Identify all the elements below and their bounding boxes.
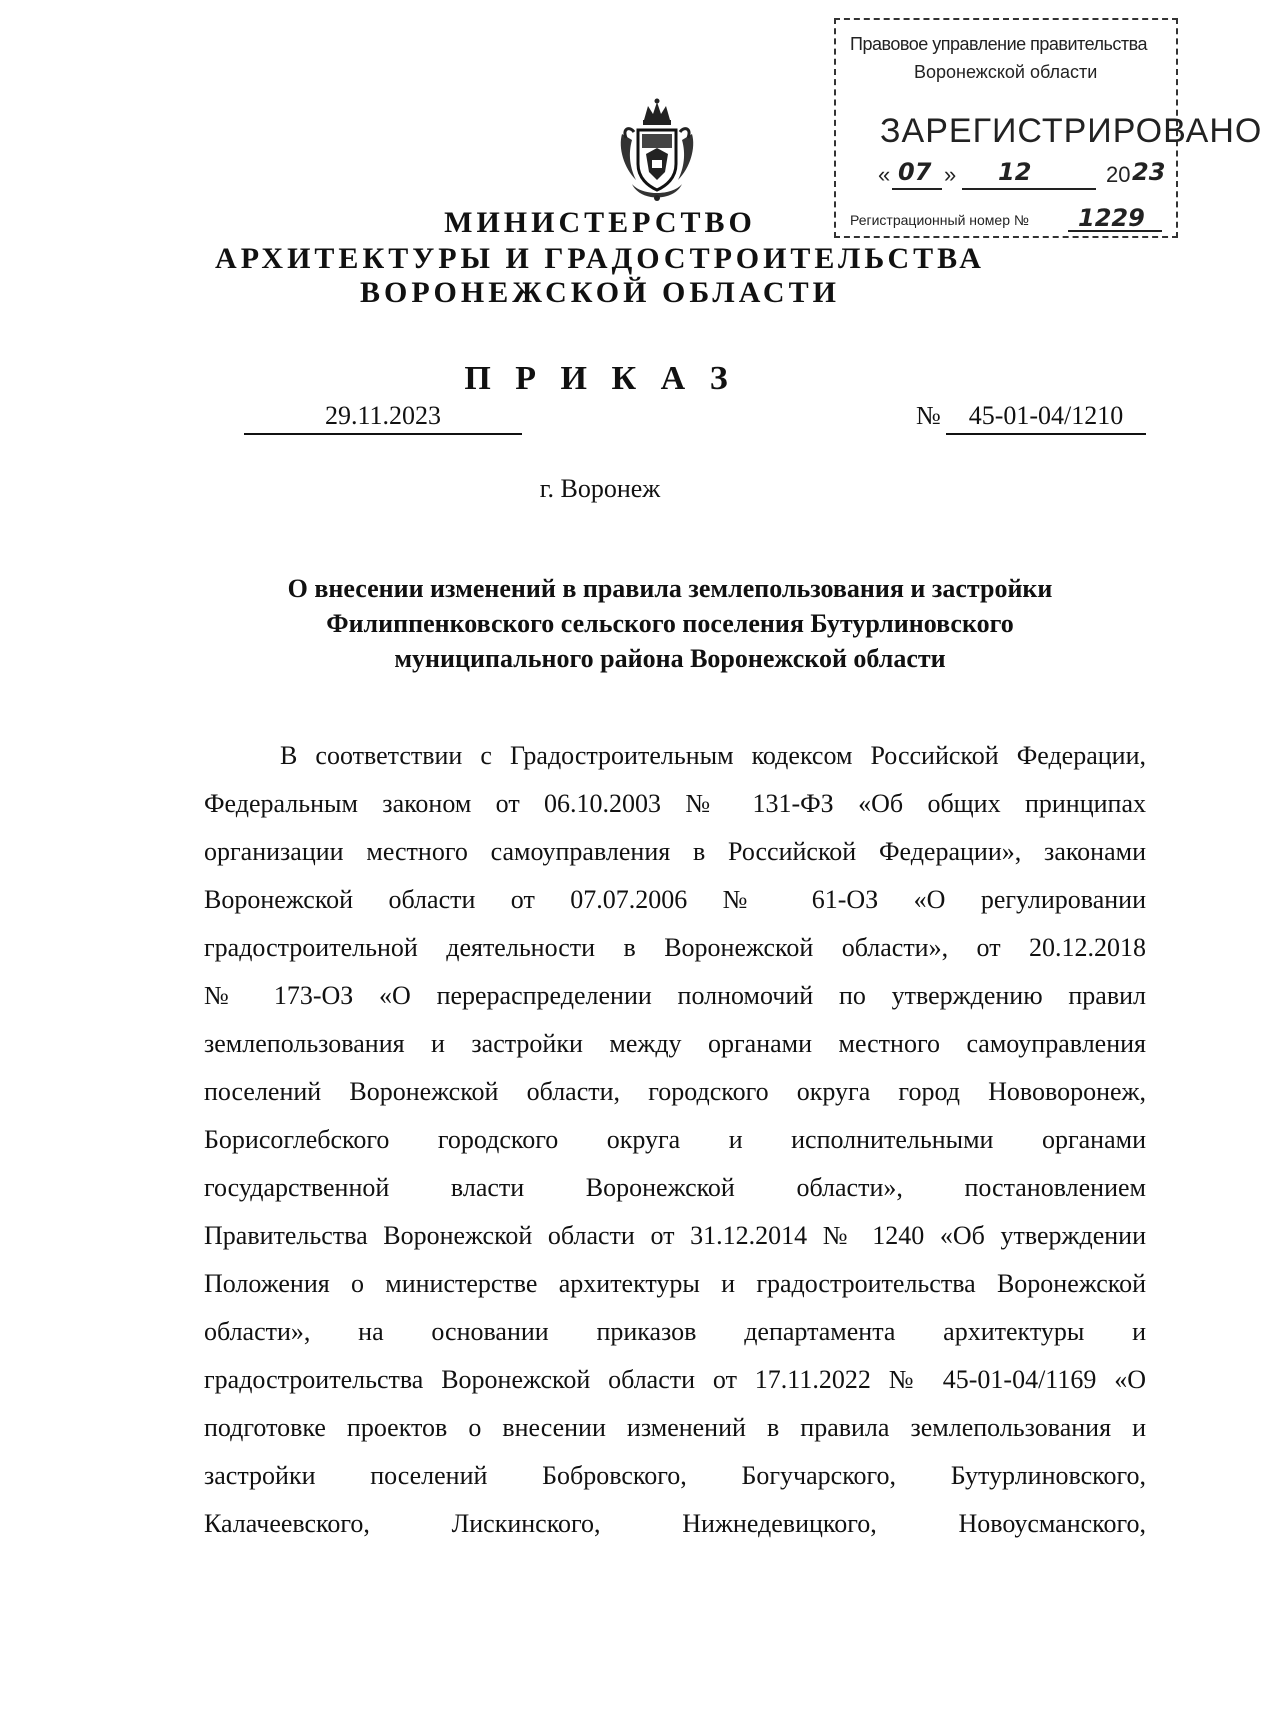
body-line: организации местного самоуправления в Российской Федерации», законами — [204, 837, 1146, 866]
stamp-org-line2: Воронежской области — [914, 62, 1098, 82]
stamp-day-underline — [892, 188, 942, 190]
document-number: 45-01-04/1210 — [946, 403, 1146, 435]
stamp-date-row — [878, 154, 1164, 194]
document-type-heading: П Р И К А З — [464, 360, 736, 397]
stamp-month-underline — [962, 188, 1096, 190]
document-title — [200, 571, 1140, 676]
stamp-reg-label: Регистрационный номер № — [850, 212, 1029, 228]
body-line: градостроительной деятельности в Воронежской области», от 20.12.2018 — [204, 933, 1146, 962]
document-date: 29.11.2023 — [244, 403, 522, 435]
body-line: поселений Воронежской области, городского округа город Нововоронеж, — [204, 1077, 1146, 1106]
stamp-registered-text: ЗАРЕГИСТРИРОВАНО — [880, 112, 1262, 150]
body-line: Калачеевского, Лискинского, Нижнедевицкого, Новоусманского, — [204, 1509, 1146, 1538]
body-line: Борисоглебского городского округа и исполнительными органами — [204, 1125, 1146, 1154]
stamp-reg-underline — [1068, 230, 1162, 232]
body-line: подготовке проектов о внесении изменений в правила землепользования и — [204, 1413, 1146, 1442]
stamp-reg-row — [850, 206, 1170, 236]
body-line: области», на основании приказов департамента архитектуры и — [204, 1317, 1146, 1346]
stamp-close-quote: » — [944, 162, 957, 187]
stamp-year-hand: 23 — [1132, 158, 1166, 186]
body-line: землепользования и застройки между органами местного самоуправления — [204, 1029, 1146, 1058]
stamp-year-printed: 20 — [1106, 162, 1131, 187]
stamp-day: 07 — [898, 158, 932, 186]
body-line: В соответствии с Градостроительным кодексом Российской Федерации, — [280, 741, 1146, 770]
body-line: Воронежской области от 07.07.2006 № 61-ОЗ «О регулировании — [204, 885, 1146, 914]
body-line: государственной власти Воронежской области», постановлением — [204, 1173, 1146, 1202]
stamp-open-quote: « — [878, 162, 891, 187]
body-line: Правительства Воронежской области от 31.12.2014 № 1240 «Об утверждении — [204, 1221, 1146, 1250]
ministry-title-line2: АРХИТЕКТУРЫ И ГРАДОСТРОИТЕЛЬСТВА — [215, 242, 985, 275]
document-title-line3: муниципального района Воронежской области — [394, 644, 946, 673]
document-title-line1: О внесении изменений в правила землепользования и застройки — [287, 574, 1053, 603]
document-body — [204, 732, 1146, 1548]
body-line: № 173-ОЗ «О перераспределении полномочий по утверждению правил — [204, 981, 1146, 1010]
stamp-org-line1: Правовое управление правительства — [850, 34, 1147, 54]
body-line: застройки поселений Бобровского, Богучарского, Бутурлиновского, — [204, 1461, 1146, 1490]
ministry-title-line1: МИНИСТЕРСТВО — [444, 206, 756, 239]
document-number-label: № — [916, 401, 941, 430]
document-city: г. Воронеж — [539, 474, 661, 503]
body-line: градостроительства Воронежской области от 17.11.2022 № 45-01-04/1169 «О — [204, 1365, 1146, 1394]
coat-of-arms-emblem — [616, 98, 698, 208]
registration-stamp — [834, 18, 1262, 238]
stamp-month: 12 — [998, 158, 1032, 186]
body-line: Положения о министерстве архитектуры и градостроительства Воронежской — [204, 1269, 1146, 1298]
ministry-title-line3: ВОРОНЕЖСКОЙ ОБЛАСТИ — [360, 276, 840, 309]
stamp-reg-number: 1229 — [1078, 204, 1145, 232]
body-line: Федеральным законом от 06.10.2003 № 131-ФЗ «Об общих принципах — [204, 789, 1146, 818]
document-title-line2: Филиппенковского сельского поселения Бутурлиновского — [326, 609, 1014, 638]
